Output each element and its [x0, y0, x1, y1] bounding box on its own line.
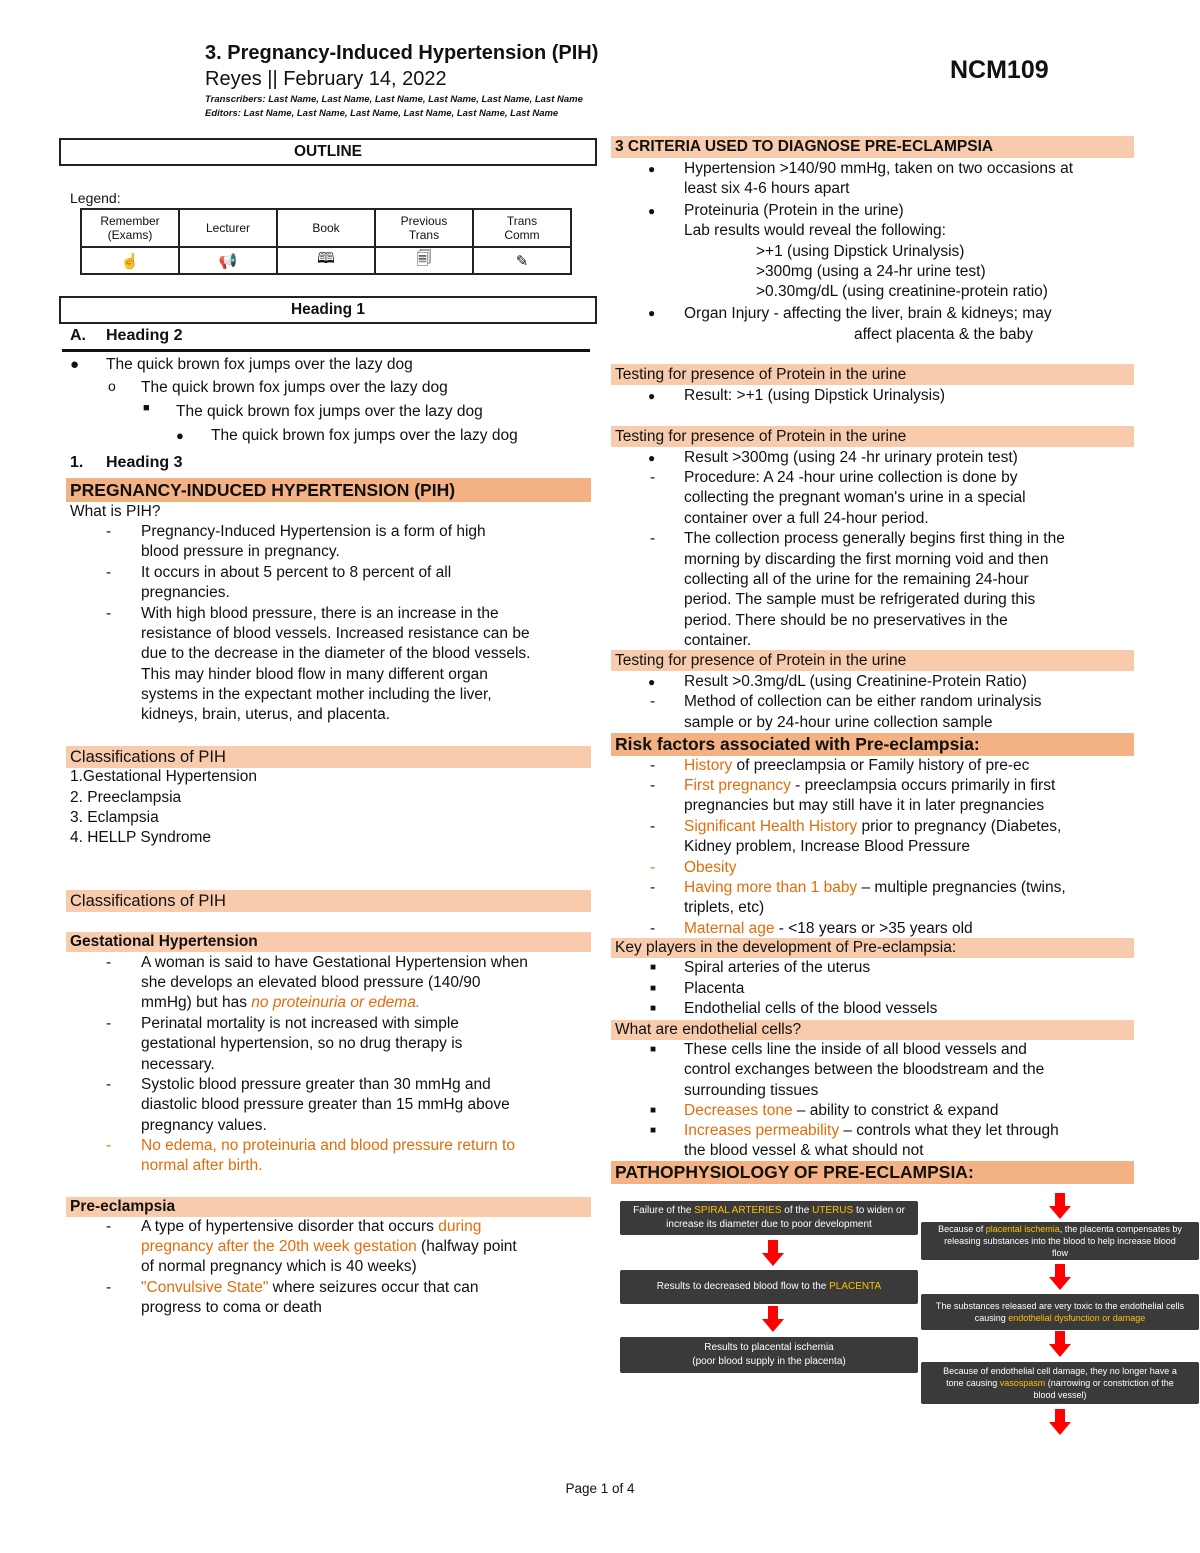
testing-text: Result >300mg (using 24 -hr urinary protein test) [684, 449, 1018, 466]
dash: - [106, 523, 112, 540]
criteria-text: Hypertension >140/90 mmHg, taken on two occasions at [684, 160, 1074, 177]
dash: - [106, 605, 112, 622]
criteria-text: Proteinuria (Protein in the urine) [684, 202, 904, 219]
risk-title: Risk factors associated with Pre-eclampsia: [611, 733, 1134, 756]
outline-box: OUTLINE [59, 138, 597, 166]
bullet-circle-icon: o [108, 378, 116, 394]
testing-text: period. The sample must be refrigerated during this [684, 591, 1036, 608]
bullet-dot-icon: ● [648, 306, 656, 320]
pih-item-text: It occurs in about 5 percent to 8 percent of all [141, 564, 452, 581]
testing-title-2: Testing for presence of Protein in the urine [611, 426, 1134, 447]
bullet-dot-icon: ● [648, 204, 656, 218]
preeclampsia-title: Pre-eclampsia [66, 1197, 591, 1217]
criteria-text: least six 4-6 hours apart [684, 180, 850, 197]
dash: - [106, 1015, 112, 1032]
dash: - [650, 530, 656, 547]
testing-text: Procedure: A 24 -hour urine collection is done by [684, 469, 1018, 486]
legend-label: Legend: [70, 190, 121, 206]
testing-text: Method of collection can be either random urinalysis [684, 693, 1042, 710]
risk-text: triplets, etc) [684, 899, 765, 916]
pih-item-text: resistance of blood vessels. Increased resistance can be [141, 625, 530, 642]
endothelial-text: control exchanges between the bloodstream and the [684, 1061, 1045, 1078]
bullet-dot-icon: ● [648, 162, 656, 176]
risk-text: Maternal age - <18 years or >35 years old [684, 920, 973, 937]
flow-box-placental-ischemia: Results to placental ischemia (poor blood supply in the placenta) [620, 1337, 918, 1373]
criteria-text: affect placenta & the baby [854, 326, 1033, 343]
legend-lecturer: Lecturer [179, 209, 277, 247]
down-arrow-icon [762, 1240, 784, 1266]
criteria-text: >+1 (using Dipstick Urinalysis) [756, 243, 965, 260]
testing-text: Result >0.3mg/dL (using Creatinine-Protein Ratio) [684, 673, 1027, 690]
document-subtitle: Reyes || February 14, 2022 [205, 68, 447, 90]
preeclampsia-text: pregnancy after the 20th week gestation (halfway point [141, 1238, 517, 1255]
dash: - [650, 859, 656, 876]
flow-box-toxic-substances: The substances released are very toxic to the endothelial cells causing endothelial dysfunction or damage [921, 1294, 1199, 1330]
risk-text: Significant Health History prior to pregnancy (Diabetes, [684, 818, 1062, 835]
pih-item-text: With high blood pressure, there is an increase in the [141, 605, 499, 622]
legend-remember: Remember (Exams) [81, 209, 179, 247]
preeclampsia-text: A type of hypertensive disorder that occurs during [141, 1218, 482, 1235]
bullet-square-icon: ■ [650, 1105, 657, 1116]
legend-table [80, 208, 572, 275]
legend-book: Book [277, 209, 375, 247]
testing-text: container. [684, 632, 752, 649]
book-icon: 🕮 [277, 247, 375, 274]
pencil-icon: ✎ [473, 247, 571, 274]
dash: - [650, 469, 656, 486]
pih-item-text: blood pressure in pregnancy. [141, 543, 340, 560]
dash: - [106, 954, 112, 971]
risk-text: pregnancies but may still have it in later pregnancies [684, 797, 1045, 814]
megaphone-icon: 📢 [179, 247, 277, 274]
gestational-text: mmHg) but has no proteinuria or edema. [141, 994, 421, 1011]
classification-item: 2. Preeclampsia [70, 789, 182, 806]
transcribers-line: Transcribers: Last Name, Last Name, Last Name, Last Name, Last Name, Last Name [205, 94, 583, 105]
flow-box-decreased-blood-flow: Results to decreased blood flow to the PLACENTA [620, 1270, 918, 1304]
classifications-title-2: Classifications of PIH [66, 890, 591, 912]
document-title: 3. Pregnancy-Induced Hypertension (PIH) [205, 42, 599, 64]
down-arrow-icon [1049, 1193, 1071, 1219]
endothelial-text: Decreases tone – ability to constrict & expand [684, 1102, 999, 1119]
endothelial-text: surrounding tissues [684, 1082, 819, 1099]
page-number: Page 1 of 4 [565, 1481, 635, 1496]
bullet-square-icon: ■ [650, 1044, 657, 1055]
key-player-item: Spiral arteries of the uterus [684, 959, 871, 976]
bullet-dot-icon: ● [648, 451, 656, 465]
bullet-square-icon: ■ [650, 962, 657, 973]
down-arrow-icon [1049, 1264, 1071, 1290]
gestational-text: normal after birth. [141, 1157, 263, 1174]
sample-bullet-4: The quick brown fox jumps over the lazy dog [211, 427, 518, 444]
criteria-text: >300mg (using a 24-hr urine test) [756, 263, 986, 280]
pih-section-title: PREGNANCY-INDUCED HYPERTENSION (PIH) [66, 478, 591, 502]
key-player-item: Endothelial cells of the blood vessels [684, 1000, 938, 1017]
heading3: Heading 3 [106, 454, 183, 471]
criteria-title: 3 CRITERIA USED TO DIAGNOSE PRE-ECLAMPSIA [611, 136, 1134, 158]
dash: - [106, 564, 112, 581]
pih-item-text: Pregnancy-Induced Hypertension is a form of high [141, 523, 486, 540]
flow-box-vasospasm: Because of endothelial cell damage, they no longer have a tone causing vasospasm (narrowing or constriction of the blood vessel) [921, 1362, 1199, 1404]
risk-text: Obesity [684, 859, 737, 876]
sample-bullet-3: The quick brown fox jumps over the lazy dog [176, 403, 483, 420]
dash: - [650, 693, 656, 710]
patho-title: PATHOPHYSIOLOGY OF PRE-ECLAMPSIA: [611, 1161, 1134, 1184]
heading2: Heading 2 [106, 327, 183, 344]
dash: - [650, 920, 656, 937]
legend-trans-comm: Trans Comm [473, 209, 571, 247]
testing-title-3: Testing for presence of Protein in the urine [611, 650, 1134, 671]
classification-item: 4. HELLP Syndrome [70, 829, 212, 846]
preeclampsia-text: "Convulsive State" where seizures occur that can [141, 1279, 479, 1296]
endothelial-text: Increases permeability – controls what they let through [684, 1122, 1059, 1139]
pih-item-text: kidneys, brain, uterus, and placenta. [141, 706, 391, 723]
risk-text: Kidney problem, Increase Blood Pressure [684, 838, 971, 855]
testing-text: container over a full 24-hour period. [684, 510, 929, 527]
heading1-box: Heading 1 [59, 296, 597, 324]
dash: - [650, 757, 656, 774]
heading2-marker: A. [70, 327, 86, 344]
gestational-text: gestational hypertension, so no drug therapy is [141, 1035, 463, 1052]
criteria-text: Lab results would reveal the following: [684, 222, 946, 239]
heading3-marker: 1. [70, 454, 84, 471]
gestational-text: diastolic blood pressure greater than 15 mmHg above [141, 1096, 510, 1113]
bullet-dot-icon: ● [176, 428, 184, 443]
testing-text: sample or by 24-hour urine collection sample [684, 714, 993, 731]
testing-text: The collection process generally begins first thing in the [684, 530, 1065, 547]
preeclampsia-text: of normal pregnancy which is 40 weeks) [141, 1258, 417, 1275]
key-players-title: Key players in the development of Pre-eclampsia: [611, 938, 1134, 958]
testing-text: collecting all of the urine for the remaining 24-hour [684, 571, 1029, 588]
classification-item: 3. Eclampsia [70, 809, 159, 826]
dash: - [106, 1218, 112, 1235]
sample-bullet-2: The quick brown fox jumps over the lazy dog [141, 379, 448, 396]
heading2-rule [62, 349, 590, 352]
bullet-square-icon: ■ [650, 1003, 657, 1014]
gestational-text: Systolic blood pressure greater than 30 mmHg and [141, 1076, 491, 1093]
gestational-text: A woman is said to have Gestational Hypertension when [141, 954, 528, 971]
dash: - [106, 1076, 112, 1093]
bullet-square-icon: ■ [143, 402, 150, 414]
risk-text: Having more than 1 baby – multiple pregnancies (twins, [684, 879, 1066, 896]
gestational-text: she develops an elevated blood pressure (140/90 [141, 974, 481, 991]
bullet-dot-icon: ● [70, 356, 80, 373]
gestational-title: Gestational Hypertension [66, 932, 591, 952]
pin-icon: ☝ [81, 247, 179, 274]
down-arrow-icon [1049, 1331, 1071, 1357]
testing-text: Result: >+1 (using Dipstick Urinalysis) [684, 387, 946, 404]
dash: - [650, 818, 656, 835]
gestational-text: necessary. [141, 1056, 215, 1073]
bullet-dot-icon: ● [648, 389, 656, 403]
bullet-dot-icon: ● [648, 675, 656, 689]
bullet-square-icon: ■ [650, 1125, 657, 1136]
risk-text: History of preeclampsia or Family history of pre-ec [684, 757, 1030, 774]
gestational-text: No edema, no proteinuria and blood pressure return to [141, 1137, 515, 1154]
dash: - [650, 777, 656, 794]
flow-box-placenta-compensates: Because of placental ischemia, the placenta compensates by releasing substances into the blood to help increase blood flow [921, 1222, 1199, 1260]
endothelial-title: What are endothelial cells? [611, 1020, 1134, 1040]
sample-bullet-1: The quick brown fox jumps over the lazy dog [106, 356, 413, 373]
gestational-text: Perinatal mortality is not increased with simple [141, 1015, 459, 1032]
gestational-text: pregnancy values. [141, 1117, 267, 1134]
legend-previous-trans: Previous Trans [375, 209, 473, 247]
testing-text: period. There should be no preservatives in the [684, 612, 1008, 629]
risk-text: First pregnancy - preeclampsia occurs primarily in first [684, 777, 1056, 794]
testing-title-1: Testing for presence of Protein in the urine [611, 364, 1134, 385]
editors-line: Editors: Last Name, Last Name, Last Name, Last Name, Last Name, Last Name [205, 108, 559, 119]
classifications-title: Classifications of PIH [66, 746, 591, 768]
dash: - [106, 1279, 112, 1296]
pih-item-text: This may hinder blood flow in many different organ [141, 666, 488, 683]
dash: - [650, 879, 656, 896]
classification-item: 1.Gestational Hypertension [70, 768, 257, 785]
testing-text: collecting the pregnant woman's urine in a special [684, 489, 1026, 506]
key-player-item: Placenta [684, 980, 745, 997]
pih-question: What is PIH? [70, 503, 161, 520]
down-arrow-icon [1049, 1409, 1071, 1435]
pih-item-text: pregnancies. [141, 584, 230, 601]
course-code: NCM109 [950, 56, 1049, 84]
criteria-text: Organ Injury - affecting the liver, brain & kidneys; may [684, 305, 1052, 322]
flow-box-spiral-arteries: Failure of the SPIRAL ARTERIES of the UTERUS to widen or increase its diameter due to poor development [620, 1201, 918, 1235]
preeclampsia-text: progress to coma or death [141, 1299, 322, 1316]
pih-item-text: due to the decrease in the diameter of the blood vessels. [141, 645, 531, 662]
dash: - [106, 1137, 112, 1154]
bullet-square-icon: ■ [650, 983, 657, 994]
endothelial-text: the blood vessel & what should not [684, 1142, 924, 1159]
criteria-text: >0.30mg/dL (using creatinine-protein ratio) [756, 283, 1048, 300]
testing-text: morning by discarding the first morning void and then [684, 551, 1049, 568]
endothelial-text: These cells line the inside of all blood vessels and [684, 1041, 1027, 1058]
pih-item-text: systems in the expectant mother including the liver, [141, 686, 492, 703]
down-arrow-icon [762, 1306, 784, 1332]
document-icon: 🗐 [375, 247, 473, 274]
